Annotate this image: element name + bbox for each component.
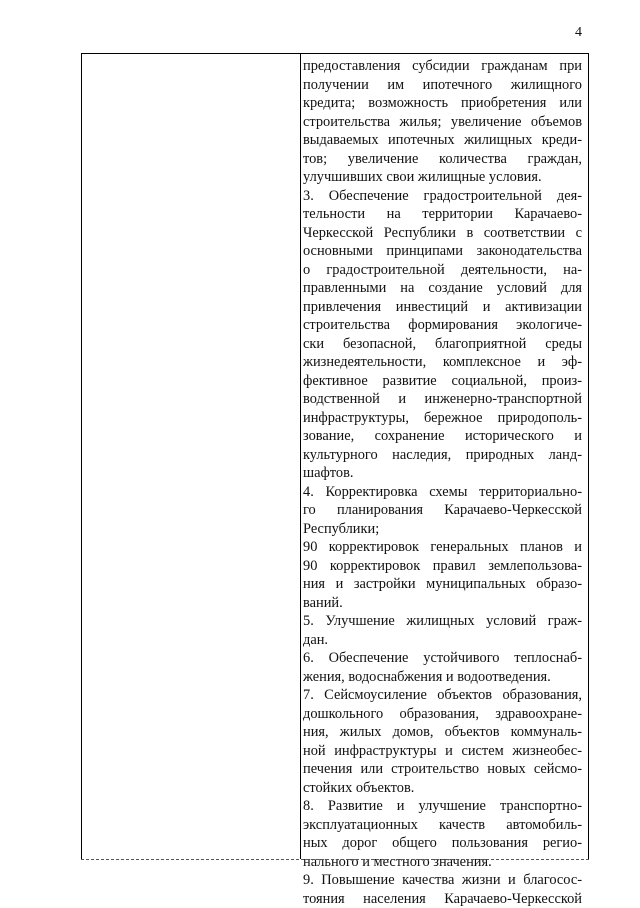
text-line: 90 корректировок правил землепользова- (303, 557, 582, 576)
text-line: выдаваемых ипотечных жилищных креди- (303, 131, 582, 150)
right-column-cell (303, 57, 582, 908)
text-line: 6. Обеспечение устойчивого теплоснаб- (303, 649, 582, 668)
table-bottom-rule (81, 859, 589, 860)
text-line: ния и застройки муниципальных образо- (303, 575, 582, 594)
text-line: шафтов. (303, 464, 582, 483)
left-column-cell (82, 54, 300, 859)
text-line: о градостроительной деятельности, на- (303, 261, 582, 280)
text-line: эксплуатационных качеств автомобиль- (303, 816, 582, 835)
text-line: основными принципами законодательства (303, 242, 582, 261)
text-line: инфраструктуры, бережное природополь- (303, 409, 582, 428)
text-line: дан. (303, 631, 582, 650)
text-line: зование, сохранение исторического и (303, 427, 582, 446)
text-line: жизнедеятельности, комплексное и эф- (303, 353, 582, 372)
text-line: нального и местного значения. (303, 853, 582, 872)
text-line: тояния населения Карачаево-Черкесской (303, 890, 582, 908)
text-line: строительства формирования экологиче- (303, 316, 582, 335)
text-line: правленными на создание условий для (303, 279, 582, 298)
text-line: Черкесской Республики в соответствии с (303, 224, 582, 243)
text-line: улучшивших свои жилищные условия. (303, 168, 582, 187)
text-line: 4. Корректировка схемы территориально- (303, 483, 582, 502)
text-line: водственной и инженерно-транспортной (303, 390, 582, 409)
text-line: тельности на территории Карачаево- (303, 205, 582, 224)
text-line: 90 корректировок генеральных планов и (303, 538, 582, 557)
text-line: получении им ипотечного жилищного (303, 76, 582, 95)
text-line: 5. Улучшение жилищных условий граж- (303, 612, 582, 631)
page-number: 4 (575, 25, 582, 41)
text-line: Республики; (303, 520, 582, 539)
text-line: 8. Развитие и улучшение транспортно- (303, 797, 582, 816)
text-line: ваний. (303, 594, 582, 613)
text-line: привлечения инвестиций и активизации (303, 298, 582, 317)
text-line: ния, жилых домов, объектов коммуналь- (303, 723, 582, 742)
text-line: ски безопасной, благоприятной среды (303, 335, 582, 354)
text-line: дошкольного образования, здравоохране- (303, 705, 582, 724)
text-line: жения, водоснабжения и водоотведения. (303, 668, 582, 687)
text-line: ной инфраструктуры и систем жизнеобес- (303, 742, 582, 761)
column-divider (300, 54, 301, 859)
text-line: кредита; возможность приобретения или (303, 94, 582, 113)
text-line: предоставления субсидии гражданам при (303, 57, 582, 76)
text-line: 7. Сейсмоусиление объектов образования, (303, 686, 582, 705)
text-line: печения или строительство новых сейсмо- (303, 760, 582, 779)
text-line: го планирования Карачаево-Черкесской (303, 501, 582, 520)
text-line: 3. Обеспечение градостроительной дея- (303, 187, 582, 206)
text-line: 9. Повышение качества жизни и благосос- (303, 871, 582, 890)
text-line: стойких объектов. (303, 779, 582, 798)
text-line: культурного наследия, природных ланд- (303, 446, 582, 465)
text-line: строительства жилья; увеличение объемов (303, 113, 582, 132)
text-line: тов; увеличение количества граждан, (303, 150, 582, 169)
text-line: ных дорог общего пользования регио- (303, 834, 582, 853)
document-table (81, 53, 589, 859)
text-line: фективное развитие социальной, произ- (303, 372, 582, 391)
